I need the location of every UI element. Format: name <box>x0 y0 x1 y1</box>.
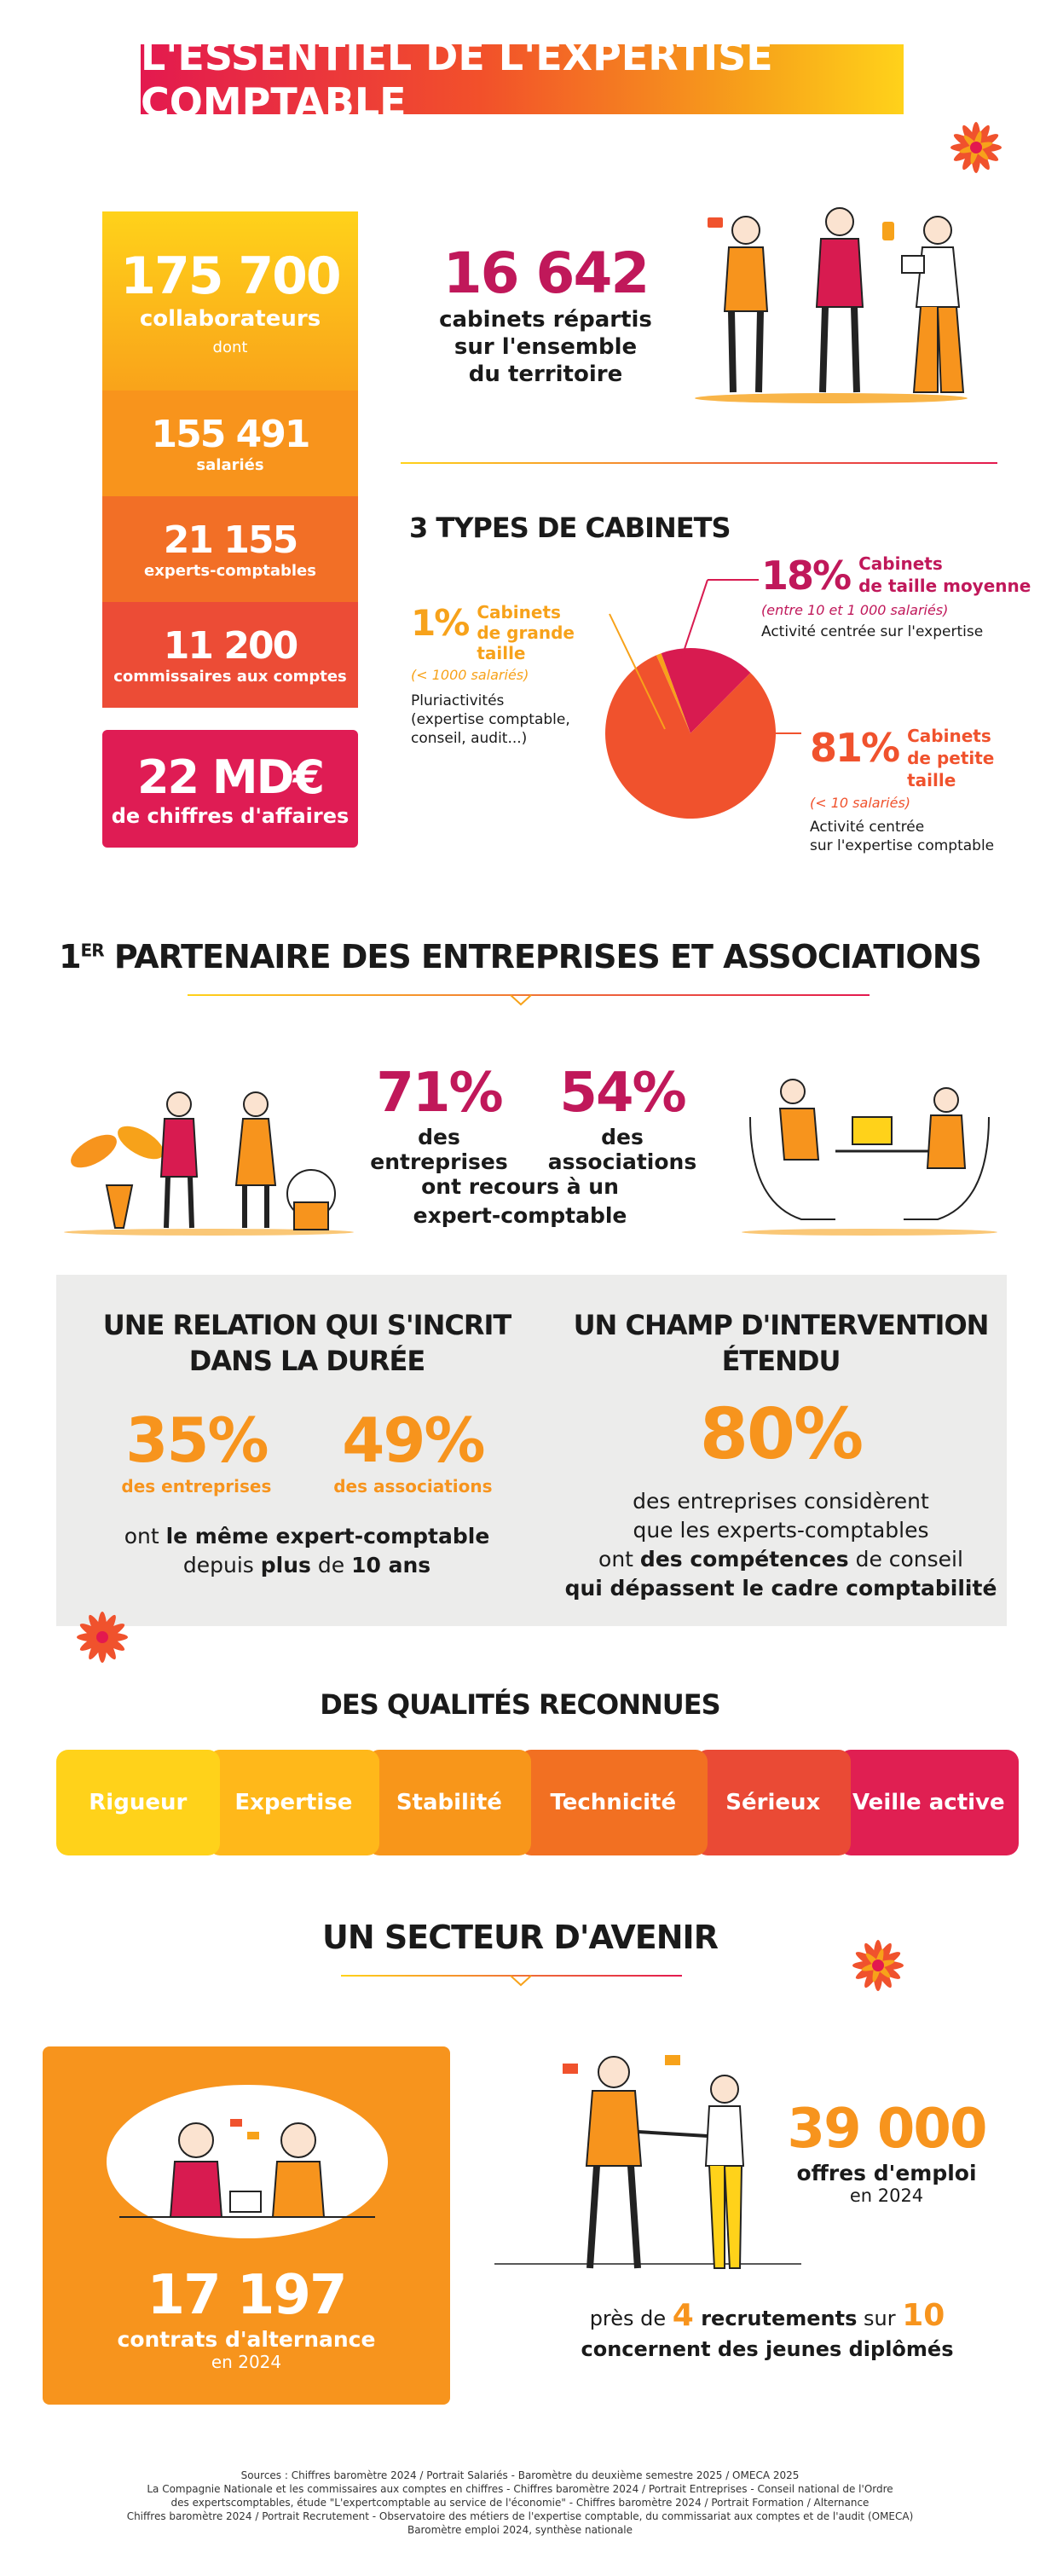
people-illustration <box>682 192 980 405</box>
stat-collaborateurs: 175 700 collaborateurs dont <box>102 211 358 391</box>
divider <box>401 462 997 464</box>
alternance-illustration <box>102 2081 392 2243</box>
qualite-item: Expertise <box>208 1750 379 1855</box>
flower-icon <box>848 1936 908 1995</box>
flower-icon <box>72 1607 132 1667</box>
stat-chiffre-affaires: 22 MD€ de chiffres d'affaires <box>102 730 358 848</box>
alternance-card: 17 197 contrats d'alternance en 2024 <box>43 2046 450 2405</box>
recrutements-text: près de 4 recrutements sur 10 concernent des jeunes diplômés <box>581 2298 954 2361</box>
stat-salaries: 155 491 salariés <box>102 391 358 496</box>
recours-text: ont recours à un expert-comptable <box>413 1174 627 1228</box>
chevron-down-icon <box>510 994 532 1006</box>
qualite-item: Technicité <box>519 1750 708 1855</box>
qualite-item: Stabilité <box>367 1750 531 1855</box>
cabinet-grande: 1% Cabinets de grande taille (< 1000 salariés) Pluriactivités (expertise comptable, conseil, audit...) <box>411 602 575 747</box>
cabinet-petite: 81% Cabinets de petite taille (< 10 salariés) Activité centrée sur l'expertise comptable <box>810 725 995 854</box>
people-flowers-illustration <box>55 1057 362 1236</box>
cabinets-stat: 16 642 cabinets répartis sur l'ensemble du territoire <box>439 240 652 387</box>
sources: Sources : Chiffres baromètre 2024 / Portrait Salariés - Baromètre du deuxième semestre 2025 / OMECA 2025 La Compagnie Nationale et les commissaires aux comptes en chiffres - Chiffres baromètre 2024 / Portrait Entreprises - Conseil national de l'Ordre des expertscomptables, étude "L'expertcomptable au service de l'économie" - Chiffres baromètre 2024 / Portrait Formation / Alternance Chiffres baromètre 2024 / Portrait Recrutement - Observatoire des métiers de l'expertise comptable, du commissariat aux comptes et de l'audit (OMECA) Baromètre emploi 2024, synthèse nationale <box>126 2469 914 2536</box>
cabinet-moyenne: 18% Cabinets de taille moyenne (entre 10 et 1 000 salariés) Activité centrée sur l'expertise <box>761 553 1031 640</box>
stat-experts: 21 155 experts-comptables <box>102 496 358 602</box>
stat-entreprises: 71% des entreprises <box>370 1062 508 1174</box>
relation-card: UNE RELATION QUI S'INCRIT DANS LA DURÉE 35% des entreprises 49% des associations ont le même expert-comptable depuis plus de 10 ans <box>56 1275 558 1626</box>
offres-stat: 39 000 offres d'emploi en 2024 <box>787 2098 986 2206</box>
qualites-heading: DES QUALITÉS RECONNUES <box>320 1688 720 1721</box>
champ-card: UN CHAMP D'INTERVENTION ÉTENDU 80% des entreprises considèrent que les experts-comptables ont des compétences de conseil qui dépassent le cadre comptabilité <box>555 1275 1007 1626</box>
page-title: L'ESSENTIEL DE L'EXPERTISE COMPTABLE <box>141 44 904 114</box>
qualite-item: Veille active <box>839 1750 1019 1855</box>
flower-icon <box>946 118 1006 177</box>
chevron-down-icon <box>510 1975 532 1987</box>
meeting-illustration <box>733 1066 1006 1236</box>
stat-commissaires: 11 200 commissaires aux comptes <box>102 602 358 708</box>
qualite-item: Sérieux <box>696 1750 851 1855</box>
stat-associations: 54% des associations <box>547 1062 697 1174</box>
handshake-illustration <box>494 2038 801 2294</box>
qualite-item: Rigueur <box>56 1750 220 1855</box>
partenaire-heading: 1ER PARTENAIRE DES ENTREPRISES ET ASSOCIATIONS <box>59 938 981 975</box>
avenir-heading: UN SECTEUR D'AVENIR <box>322 1919 718 1956</box>
types-heading: 3 TYPES DE CABINETS <box>409 512 731 544</box>
